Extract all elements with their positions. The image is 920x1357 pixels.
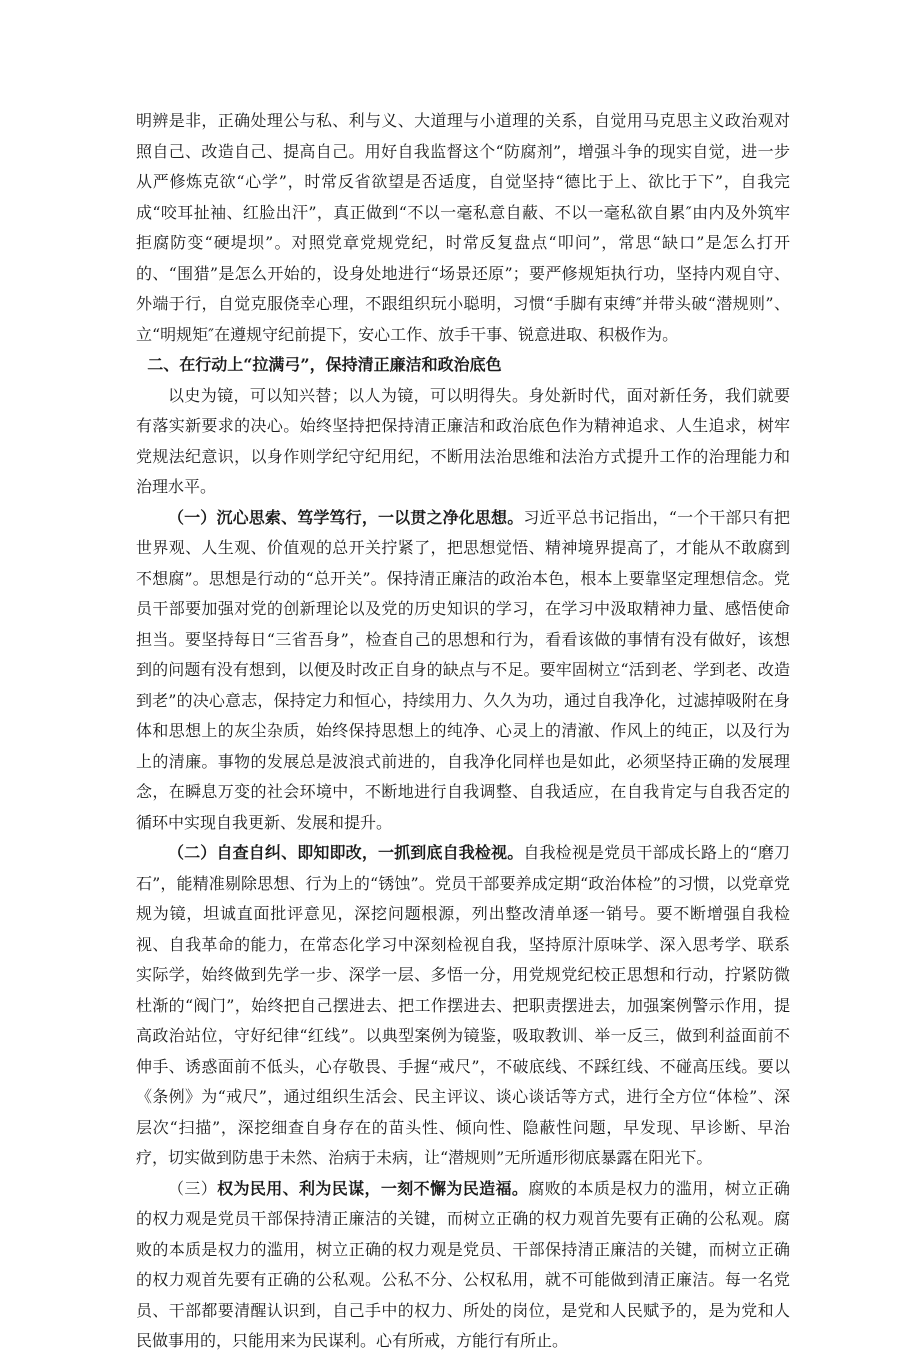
subsection-1-title: （一）沉心思索、笃学笃行，一以贯之净化思想。 [168, 507, 524, 527]
paragraph-continuation: 明辨是非，正确处理公与私、利与义、大道理与小道理的关系，自觉用马克思主义政治观对照自己、改造自己、提高自己。用好自我监督这个“防腐剂”，增强斗争的现实自觉，进一步从严修炼克欲“心学”，时常反省欲望是否适度，自觉坚持“德比于上、欲比于下”，自我完成“咬耳扯袖、红脸出汗”，真正做到“不以一毫私意自蔽、不以一毫私欲自累″由内及外筑牢拒腐防变“硬堤坝”。对照党章党规党纪，时常反复盘点“叩问”，常思“缺口”是怎么打开的、“围猎”是怎么开始的，设身处地进行“场景还原”；要严修规矩执行功，坚持内观自守、外端于行，自觉克服侥幸心理，不跟组织玩小聪明，习惯“手脚有束缚″并带头破“潜规则”、立“明规矩″在遵规守纪前提下，安心工作、放手干事、锐意进取、积极作为。 [136, 111, 790, 344]
subsection-2 [136, 838, 790, 1174]
subsection-3 [136, 1174, 790, 1357]
section-heading-2: 二、在行动上“拉满弓”，保持清正廉洁和政治底色 [147, 355, 502, 374]
subsection-2-body: 自我检视是党员干部成长路上的“磨刀石”，能精准剔除思想、行为上的“锈蚀”。党员干部要养成定期“政治体检”的习惯，以党章党规为镜，坦诚直面批评意见，深挖问题根源，列出整改清单逐一销号。要不断增强自我检视、自我革命的能力，在常态化学习中深刻检视自我，坚持原汁原味学、深入思考学、联系实际学，始终做到先学一步、深学一层、多悟一分，用党规党纪校正思想和行动，拧紧防微杜渐的“阀门”，始终把自己摆进去、把工作摆进去、把职责摆进去，加强案例警示作用，提高政治站位，守好纪律“红线”。以典型案例为镜鉴，吸取教训、举一反三，做到利益面前不伸手、诱惑面前不低头，心存敬畏、手握“戒尺”，不破底线、不踩红线、不碰高压线。要以《条例》为“戒尺”，通过组织生活会、民主评议、谈心谈话等方式，进行全方位“体检”、深层次“扫描”，深挖细查自身存在的苗头性、倾向性、隐蔽性问题，早发现、早诊断、早治疗，切实做到防患于未然、治病于未病，让“潜规则”无所遁形彻底暴露在阳光下。 [136, 843, 790, 1167]
subsection-3-number: （三） [168, 1178, 218, 1198]
subsection-1-body: 习近平总书记指出，“一个干部只有把世界观、人生观、价值观的总开关拧紧了，把思想觉悟、精神境界提高了，才能从不敢腐到不想腐”。思想是行动的“总开关”。保持清正廉洁的政治本色，根本上要靠坚定理想信念。党员干部要加强对党的创新理论以及党的历史知识的学习，在学习中汲取精神力量、感悟使命担当。要坚持每日“三省吾身”，检查自己的思想和行为，看看该做的事情有没有做好，该想到的问题有没有想到，以便及时改正自身的缺点与不足。要牢固树立“活到老、学到老、改造到老”的决心意志，保持定力和恒心，持续用力、久久为功，通过自我净化，过滤掉吸附在身体和思想上的灰尘杂质，始终保持思想上的纯净、心灵上的清澈、作风上的纯正，以及行为上的清廉。事物的发展总是波浪式前进的，自我净化同样也是如此，必须坚持正确的发展理念，在瞬息万变的社会环境中，不断地进行自我调整、自我适应，在自我肯定与自我否定的循环中实现自我更新、发展和提升。 [136, 507, 790, 832]
subsection-2-title: （二）自查自纠、即知即改，一抓到底自我检视。 [168, 843, 524, 862]
paragraph-intro: 以史为镜，可以知兴替；以人为镜，可以明得失。身处新时代，面对新任务，我们就要有落实新要求的决心。始终坚持把保持清正廉洁和政治底色作为精神追求、人生追求，树牢党规法纪意识，以身作则学纪守纪用纪，不断用法治思维和法治方式提升工作的治理能力和治理水平。 [136, 385, 790, 496]
document-body [136, 106, 790, 1357]
subsection-3-body: 腐败的本质是权力的滥用，树立正确的权力观是党员干部保持清正廉洁的关键，而树立正确的权力观首先要有正确的公私观。腐败的本质是权力的滥用，树立正确的权力观是党员、干部保持清正廉洁的关键，而树立正确的权力观首先要有正确的公私观。公私不分、公权私用，就不可能做到清正廉洁。每一名党员、干部都要清醒认识到，自己手中的权力、所处的岗位，是党和人民赋予的，是为党和人民做事用的，只能用来为民谋利。心有所戒，方能行有所止。 [136, 1178, 790, 1350]
subsection-1 [136, 503, 790, 839]
subsection-3-title: 权为民用、利为民谋，一刻不懈为民造福。 [217, 1178, 529, 1198]
